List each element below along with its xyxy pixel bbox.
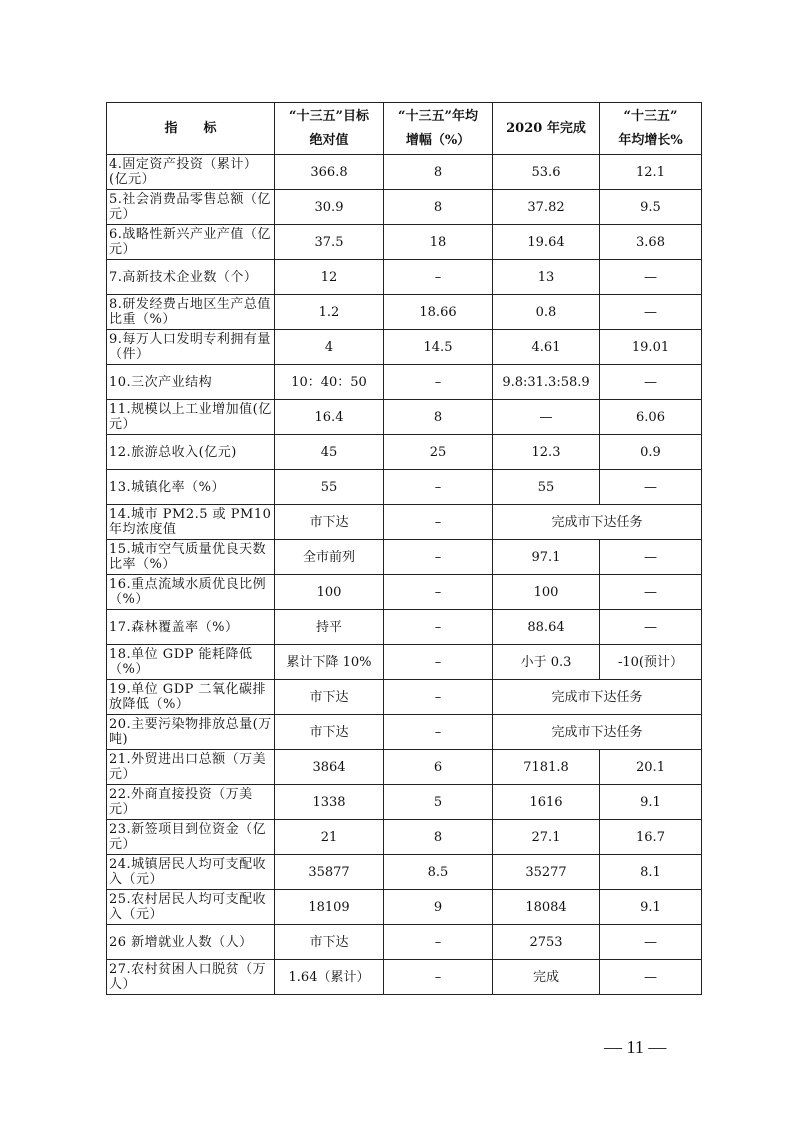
- header-target: [275, 103, 384, 155]
- avg-growth-cell: –: [384, 365, 493, 400]
- target-value-cell: 30.9: [275, 190, 384, 225]
- table-row: [107, 820, 702, 855]
- target-value-cell: 3864: [275, 750, 384, 785]
- indicator-name-cell: 24.城镇居民人均可支配收入（元）: [107, 855, 275, 890]
- table-row: [107, 260, 702, 295]
- avg-growth-cell: 18: [384, 225, 493, 260]
- merged-status-cell: 完成市下达任务: [493, 715, 702, 750]
- target-value-cell: 10：40：50: [275, 365, 384, 400]
- table-row: [107, 365, 702, 400]
- indicator-name-cell: 18.单位 GDP 能耗降低（%）: [107, 645, 275, 680]
- actual-growth-cell: —: [600, 575, 702, 610]
- target-value-cell: 1.64（累计）: [275, 960, 384, 995]
- indicator-name-cell: 25.农村居民人均可支配收入（元）: [107, 890, 275, 925]
- avg-growth-cell: –: [384, 575, 493, 610]
- target-value-cell: 市下达: [275, 715, 384, 750]
- avg-growth-cell: –: [384, 470, 493, 505]
- avg-growth-cell: –: [384, 925, 493, 960]
- indicator-name-cell: 15.城市空气质量优良天数比率（%）: [107, 540, 275, 575]
- avg-growth-cell: 25: [384, 435, 493, 470]
- table-row: [107, 470, 702, 505]
- target-value-cell: 100: [275, 575, 384, 610]
- completed-2020-cell: 88.64: [493, 610, 600, 645]
- indicator-name-cell: 6.战略性新兴产业产值（亿元）: [107, 225, 275, 260]
- target-value-cell: 持平: [275, 610, 384, 645]
- table-row: [107, 890, 702, 925]
- actual-growth-cell: 12.1: [600, 155, 702, 190]
- actual-growth-cell: 6.06: [600, 400, 702, 435]
- target-value-cell: 累计下降 10%: [275, 645, 384, 680]
- target-value-cell: 55: [275, 470, 384, 505]
- indicator-name-cell: 13.城镇化率（%）: [107, 470, 275, 505]
- indicator-name-cell: 11.规模以上工业增加值(亿元）: [107, 400, 275, 435]
- completed-2020-cell: 55: [493, 470, 600, 505]
- target-value-cell: 16.4: [275, 400, 384, 435]
- table-row: [107, 785, 702, 820]
- avg-growth-cell: –: [384, 610, 493, 645]
- actual-growth-cell: —: [600, 960, 702, 995]
- actual-growth-cell: —: [600, 610, 702, 645]
- target-value-cell: 4: [275, 330, 384, 365]
- header-actual-growth: [600, 103, 702, 155]
- actual-growth-cell: 16.7: [600, 820, 702, 855]
- actual-growth-cell: —: [600, 470, 702, 505]
- table-row: [107, 155, 702, 190]
- actual-growth-cell: 3.68: [600, 225, 702, 260]
- indicator-name-cell: 14.城市 PM2.5 或 PM10 年均浓度值: [107, 505, 275, 540]
- target-value-cell: 18109: [275, 890, 384, 925]
- avg-growth-cell: 8: [384, 400, 493, 435]
- actual-growth-cell: 0.9: [600, 435, 702, 470]
- avg-growth-cell: –: [384, 505, 493, 540]
- table-row: [107, 750, 702, 785]
- indicator-name-cell: 23.新签项目到位资金（亿元）: [107, 820, 275, 855]
- table-row: [107, 855, 702, 890]
- indicator-name-cell: 4.固定资产投资（累计）(亿元）: [107, 155, 275, 190]
- header-target-line1: “十三五”目标: [289, 108, 369, 124]
- target-value-cell: 35877: [275, 855, 384, 890]
- completed-2020-cell: 12.3: [493, 435, 600, 470]
- actual-growth-cell: —: [600, 540, 702, 575]
- indicator-name-cell: 17.森林覆盖率（%）: [107, 610, 275, 645]
- header-completed-2020: 2020 年完成: [493, 103, 600, 155]
- indicator-name-cell: 19.单位 GDP 二氧化碳排放降低（%）: [107, 680, 275, 715]
- indicator-name-cell: 21.外贸进出口总额（万美元）: [107, 750, 275, 785]
- indicator-name-cell: 9.每万人口发明专利拥有量（件）: [107, 330, 275, 365]
- indicator-name-cell: 26 新增就业人数（人）: [107, 925, 275, 960]
- avg-growth-cell: –: [384, 715, 493, 750]
- target-value-cell: 45: [275, 435, 384, 470]
- table-row: [107, 295, 702, 330]
- table-row: [107, 190, 702, 225]
- indicator-name-cell: 10.三次产业结构: [107, 365, 275, 400]
- completed-2020-cell: 27.1: [493, 820, 600, 855]
- indicators-table: [106, 102, 702, 995]
- target-value-cell: 1338: [275, 785, 384, 820]
- completed-2020-cell: 53.6: [493, 155, 600, 190]
- merged-status-cell: 完成市下达任务: [493, 680, 702, 715]
- target-value-cell: 市下达: [275, 505, 384, 540]
- actual-growth-cell: 9.1: [600, 785, 702, 820]
- table-body: [107, 155, 702, 995]
- table-row: [107, 540, 702, 575]
- target-value-cell: 12: [275, 260, 384, 295]
- completed-2020-cell: —: [493, 400, 600, 435]
- actual-growth-cell: 20.1: [600, 750, 702, 785]
- table-row: [107, 575, 702, 610]
- avg-growth-cell: –: [384, 680, 493, 715]
- avg-growth-cell: 9: [384, 890, 493, 925]
- avg-growth-cell: 18.66: [384, 295, 493, 330]
- completed-2020-cell: 35277: [493, 855, 600, 890]
- table-row: [107, 330, 702, 365]
- avg-growth-cell: 8: [384, 190, 493, 225]
- avg-growth-cell: 14.5: [384, 330, 493, 365]
- avg-growth-cell: –: [384, 645, 493, 680]
- avg-growth-cell: 8.5: [384, 855, 493, 890]
- merged-status-cell: 完成市下达任务: [493, 505, 702, 540]
- table-row: [107, 715, 702, 750]
- page-number: — 11 —: [604, 1037, 667, 1057]
- table-row: [107, 435, 702, 470]
- header-avg-growth-line1: “十三五”年均: [398, 108, 478, 124]
- target-value-cell: 366.8: [275, 155, 384, 190]
- completed-2020-cell: 13: [493, 260, 600, 295]
- indicator-name-cell: 7.高新技术企业数（个）: [107, 260, 275, 295]
- table-row: [107, 505, 702, 540]
- target-value-cell: 21: [275, 820, 384, 855]
- header-indicator: 指 标: [107, 103, 275, 155]
- indicator-name-cell: 5.社会消费品零售总额（亿元）: [107, 190, 275, 225]
- actual-growth-cell: —: [600, 925, 702, 960]
- actual-growth-cell: 9.1: [600, 890, 702, 925]
- completed-2020-cell: 2753: [493, 925, 600, 960]
- completed-2020-cell: 7181.8: [493, 750, 600, 785]
- actual-growth-cell: —: [600, 365, 702, 400]
- table-row: [107, 400, 702, 435]
- actual-growth-cell: 8.1: [600, 855, 702, 890]
- table-row: [107, 960, 702, 995]
- completed-2020-cell: 4.61: [493, 330, 600, 365]
- header-actual-growth-line1: “十三五”: [623, 108, 678, 124]
- actual-growth-cell: —: [600, 260, 702, 295]
- table-row: [107, 225, 702, 260]
- completed-2020-cell: 小于 0.3: [493, 645, 600, 680]
- header-row: [107, 103, 702, 155]
- indicator-name-cell: 20.主要污染物排放总量(万吨): [107, 715, 275, 750]
- table-row: [107, 610, 702, 645]
- indicator-name-cell: 22.外商直接投资（万美元）: [107, 785, 275, 820]
- completed-2020-cell: 97.1: [493, 540, 600, 575]
- actual-growth-cell: -10(预计）: [600, 645, 702, 680]
- avg-growth-cell: –: [384, 960, 493, 995]
- target-value-cell: 37.5: [275, 225, 384, 260]
- target-value-cell: 市下达: [275, 680, 384, 715]
- completed-2020-cell: 1616: [493, 785, 600, 820]
- target-value-cell: 1.2: [275, 295, 384, 330]
- completed-2020-cell: 完成: [493, 960, 600, 995]
- target-value-cell: 全市前列: [275, 540, 384, 575]
- completed-2020-cell: 18084: [493, 890, 600, 925]
- avg-growth-cell: 5: [384, 785, 493, 820]
- completed-2020-cell: 19.64: [493, 225, 600, 260]
- indicator-name-cell: 12.旅游总收入(亿元): [107, 435, 275, 470]
- avg-growth-cell: –: [384, 260, 493, 295]
- table-row: [107, 925, 702, 960]
- actual-growth-cell: 19.01: [600, 330, 702, 365]
- target-value-cell: 市下达: [275, 925, 384, 960]
- avg-growth-cell: –: [384, 540, 493, 575]
- completed-2020-cell: 37.82: [493, 190, 600, 225]
- completed-2020-cell: 9.8:31.3:58.9: [493, 365, 600, 400]
- table-row: [107, 680, 702, 715]
- header-avg-growth: [384, 103, 493, 155]
- header-target-line2: 绝对值: [309, 132, 349, 148]
- actual-growth-cell: —: [600, 295, 702, 330]
- indicator-name-cell: 27.农村贫困人口脱贫（万人）: [107, 960, 275, 995]
- table-row: [107, 645, 702, 680]
- indicator-name-cell: 8.研发经费占地区生产总值比重（%）: [107, 295, 275, 330]
- avg-growth-cell: 6: [384, 750, 493, 785]
- avg-growth-cell: 8: [384, 820, 493, 855]
- avg-growth-cell: 8: [384, 155, 493, 190]
- completed-2020-cell: 0.8: [493, 295, 600, 330]
- completed-2020-cell: 100: [493, 575, 600, 610]
- indicator-name-cell: 16.重点流域水质优良比例（%）: [107, 575, 275, 610]
- actual-growth-cell: 9.5: [600, 190, 702, 225]
- header-avg-growth-line2: 增幅（%）: [405, 132, 471, 148]
- header-actual-growth-line2: 年均增长%: [618, 132, 683, 148]
